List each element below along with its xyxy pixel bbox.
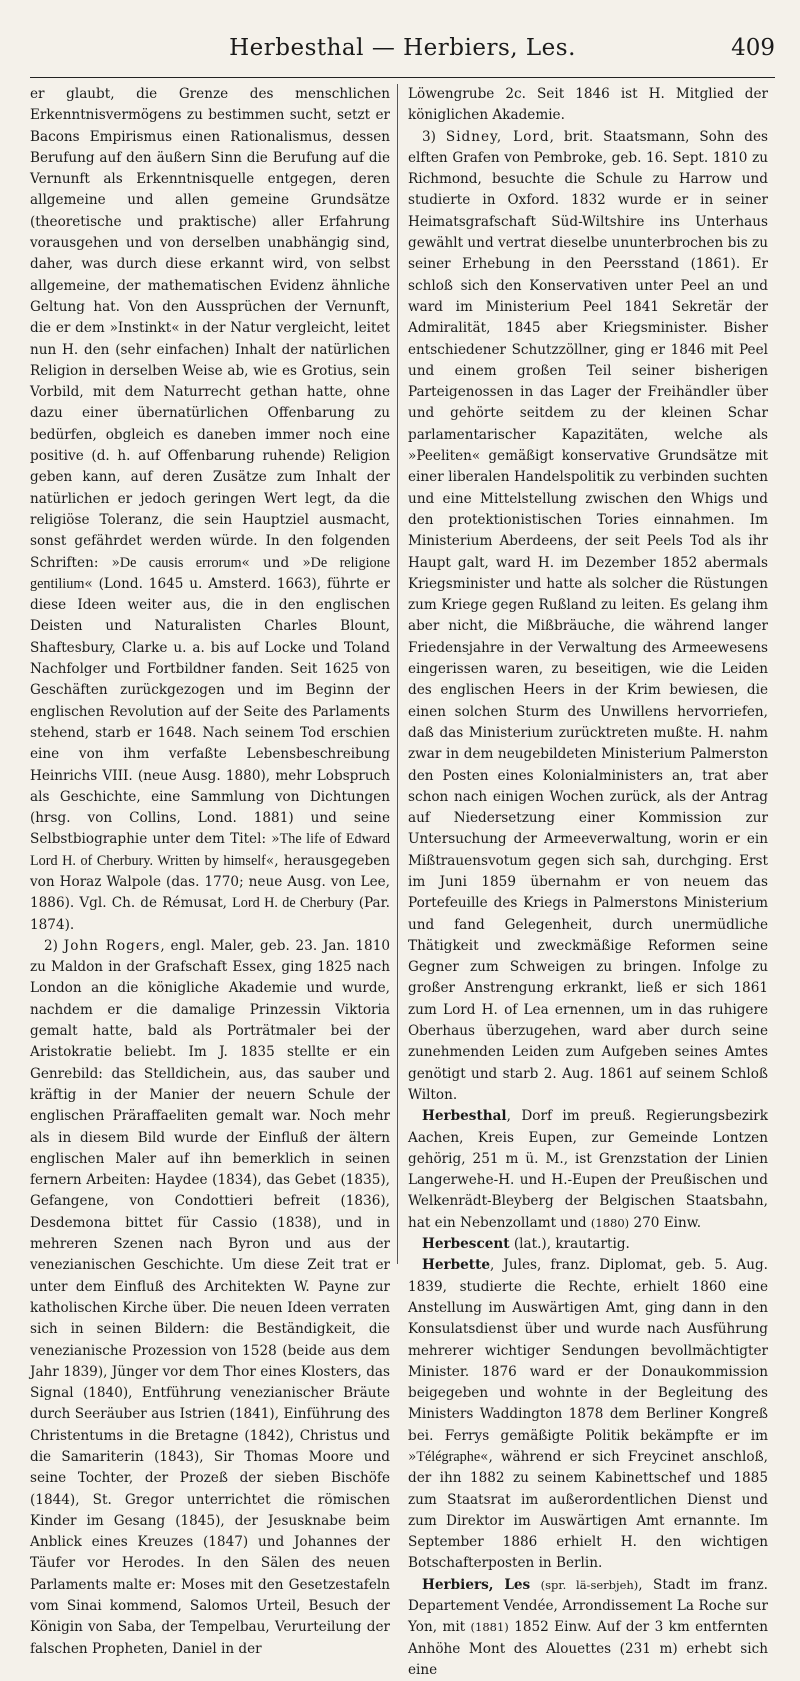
pronunciation: (spr. lä-serbjeh) [540, 1577, 639, 1592]
latin-title: De causis errorum [119, 554, 242, 571]
paragraph-herbert-3 [408, 127, 768, 1107]
text-run: , Jules, franz. Diplomat, geb. 5. Aug. 1839, studierte die Rechte, erhielt 1860 eine Anstellung im Auswärtigen Amt, ging dann in den Konsulatsdienst über und wurde nach Ausführung mehrerer wichtiger Sendungen bevollmächtigter Minister. 1876 ward er der Donaukommission beigegeben und wohnte in der Begleitung des Ministers Waddington 1878 dem Berliner Kongreß bei. Ferrys gemäßigte Politik bekämpfte er im » [408, 1257, 768, 1465]
headword: Herbette [422, 1257, 491, 1274]
paragraph-herbert-2-continued: Löwengrube 2c. Seit 1846 ist H. Mitglied der königlichen Akademie. [408, 86, 768, 124]
english-title: The life of Edward Lord H. of Cherbury. Written by himself [30, 831, 390, 869]
census-year: (1880) [590, 1215, 630, 1230]
page-number: 409 [731, 35, 775, 61]
headword: Herbesthal [422, 1108, 507, 1125]
running-head: Herbesthal — Herbiers, Les. [229, 35, 576, 61]
text-run: « und » [241, 554, 311, 571]
census-year: (1881) [470, 1620, 509, 1635]
text-run: (lat.), krautartig. [509, 1236, 630, 1253]
text-run: , engl. Maler, geb. 23. Jan. 1810 zu Maldon in der Grafschaft Essex, ging 1825 nach London an die königliche Akademie und wurde, nachdem er die damalige Prinzessin Viktoria gemalt hatte, bald als Porträtmaler bei der Aristokratie beliebt. Im J. 1835 stellte er ein Genrebild: das Stelldichein, aus, das sauber und kräftig in der Manier der neuern Schule der englischen Präraffaeliten gemalt war. Noch mehr als in diesem Bild wurde der Einfluß der ältern englischen Maler auf ihn bemerklich in seinen fernern Arbeiten: Haydee (1834), das Gebet (1835), Gefangene, von Condottieri befreit (1836), Desdemona bittet für Cassio (1838), und in mehreren Szenen nach Byron und aus der venezianischen Geschichte. Um diese Zeit trat er unter dem Einfluß des Architekten W. Payne zur katholischen Kirche über. Die neuen Ideen verraten sich in seinen Bildern: die Beständigkeit, die venezianische Prozession von 1528 (beide aus dem Jahr 1839), Jünger vor dem Thor eines Klosters, das Signal (1840), Entführung venezianischer Bräute durch Seeräuber aus Istrien (1841), Einführung des Christentums in die Bretagne (1842), Christus und die Samariterin (1843), Sir Thomas Moore und seine Tochter, der Prozeß der sieben Bischöfe (1844), St. Gregor unterrichtet die römischen Kinder im Gesang (1845), der Jesusknabe beim Anblick eines Kreuzes (1847) und Johannes der Täufer vor Herodes. In den Sälen des neuen Parlaments malte er: Moses mit den Gesetzestafeln vom Sinai kommend, Salomos Urteil, Besuch der Königin von Saba, der Tempelbau, Verurteilung der falschen Propheten, Daniel in der [30, 937, 391, 1657]
entry-herbesthal [408, 1106, 768, 1234]
entry-herbette [408, 1255, 768, 1574]
entry-herbiers [408, 1575, 768, 1681]
subentry-name: Sidney, Lord [445, 128, 550, 145]
paragraph-herbert-1-continued [30, 84, 390, 936]
header-rule [30, 77, 775, 78]
entry-number: 2) [44, 937, 64, 954]
text-run: «, herausgegeben von Horaz Walpole (das. 1770; neue Ausg. von Lee, 1886). Vgl. Ch. de Rémusat, [30, 852, 390, 912]
subentry-name: John Rogers [63, 937, 161, 954]
entry-number: 3) [422, 128, 446, 145]
page-header [30, 35, 775, 75]
text-run: 1852 Einw. Auf der 3 km entfernten Anhöhe Mont des Alouettes (231 m) erhebt sich eine [408, 1619, 768, 1678]
right-column [408, 84, 768, 1678]
text-run: (Par. 1874). [30, 895, 390, 933]
newspaper-title: Télégraphe [416, 1449, 481, 1465]
text-run: , Stadt im franz. Departement Vendée, Arrondissement La Roche sur Yon, mit [408, 1576, 768, 1636]
latin-title: De religione gentilium [30, 554, 390, 592]
headword: Herbescent [422, 1236, 510, 1253]
text-run: er glaubt, die Grenze des menschlichen Erkenntnisvermögens zu bestimmen sucht, setzt er Bacons Empirismus einen Rationalismus, dessen Berufung auf den äußern Sinn die Berufung auf die Vernunft als Erkenntnisquelle entgegen, deren allgemeine und allen gemeine Grundsätze (theoretische und praktische) aller Erfahrung vorausgehen und von derselben unabhängig sind, daher, was durch diese erkannt wird, von selbst allgemeine, der mathematischen Evidenz ähnliche Geltung hat. Von den Aussprüchen der Vernunft, die er dem »Instinkt« in der Natur vergleicht, leitet nun H. den (sehr einfachen) Inhalt der natürlichen Religion in derselben Weise ab, wie es Grotius, sein Vorbild, mit dem Naturrecht gethan hatte, ohne dazu einer übernatürlichen Offenbarung zu bedürfen, obgleich es daneben immer noch eine positive (d. h. auf Offenbarung ruhende) Religion geben kann, auf deren Zusätze zum Inhalt der natürlichen er jedoch geringen Wert legt, da die religiöse Toleranz, die sein Hauptziel ausmacht, sonst gefährdet werden würde. In den folgenden Schriften: » [30, 86, 390, 571]
text-run: 270 Einw. [629, 1214, 702, 1231]
paragraph-herbert-2 [30, 936, 390, 1660]
text-run: « (Lond. 1645 u. Amsterd. 1663), führte er diese Ideen weiter aus, die in den englischen Deisten und Naturalisten Charles Blount, Shaftesbury, Clarke u. a. bis auf Locke und Toland Nachfolger und Fortbildner fanden. Seit 1625 von Geschäften zurückgezogen und im Beginn der englischen Revolution auf der Seite des Parlaments stehend, starb er 1648. Nach seinem Tod erschien eine von ihm verfaßte Lebensbeschreibung Heinrichs VIII. (neue Ausg. 1880), mehr Lobspruch als Geschichte, eine Sammlung von Dichtungen (hrsg. von Collins, Lond. 1881) und seine Selbstbiographie unter dem Titel: » [30, 575, 390, 848]
text-run: , Dorf im preuß. Regierungsbezirk Aachen, Kreis Eupen, zur Gemeinde Lontzen gehörig, 251 m ü. M., ist Grenzstation der Linien Langerwehe-H. und H.-Eupen der Preußischen und Welkenrädt-Bleyberg der Belgischen Staatsbahn, hat ein Nebenzollamt und [408, 1108, 768, 1231]
text-run: , brit. Staatsmann, Sohn des elften Grafen von Pembroke, geb. 16. Sept. 1810 zu Richmond, besuchte die Schule zu Harrow und studierte in Oxford. 1832 wurde er in seiner Heimatsgrafschaft Süd-Wiltshire ins Unterhaus gewählt und vertrat dieselbe ununterbrochen bis zu seiner Erhebung in den Peersstand (1861). Er schloß sich den Konservativen unter Peel an und ward im Ministerium Peel 1841 Sekretär der Admiralität, 1845 aber Kriegsminister. Bisher entschiedener Schutzzöllner, ging er 1846 mit Peel und einem großen Teil seiner bisherigen Parteigenossen in das Lager der Freihändler über und gehörte seitdem zu der kleinen Schar parlamentarischer Kapazitäten, welche als »Peeliten« gemäßigt konservative Grundsätze mit einer liberalen Handelspolitik zu verbinden suchten und eine Mittelstellung zwischen den Whigs und den protektionistischen Tories einnahmen. Im Ministerium Aberdeens, der seit Peels Tod als ihr Haupt galt, ward H. im Dezember 1852 abermals Kriegsminister und hatte als solcher die Rüstungen zum Kriege gegen Rußland zu leiten. Es gelang ihm aber nicht, die Mißbräuche, die während langer Friedensjahre in der Verwaltung des Armeewesens eingerissen waren, zu beseitigen, wie die Leiden des englischen Heers in der Krim bewiesen, die einen solchen Sturm des Unwillens hervorriefen, daß das Ministerium zurücktreten mußte. H. nahm zwar in dem neugebildeten Ministerium Palmerston den Posten eines Kolonialministers an, trat aber schon nach einigen Wochen zurück, als der Antrag auf Niedersetzung einer Kommission zur Untersuchung der Armeeverwaltung, worin er ein Mißtrauensvotum gegen sich sah, durchging. Erst im Juni 1859 übernahm er von neuem das Portefeuille des Kriegs in Palmerstons Ministerium und fand Gelegenheit, durch unermüdliche Thätigkeit und zweckmäßige Reformen seine Gegner zum Schweigen zu bringen. Infolge zu großer Anstrengung erkrankt, ließ er sich 1861 zum Lord H. of Lea ernennen, um in das ruhigere Oberhaus überzugehen, ward aber durch seine zunehmenden Leiden zum Aufgeben seines Amtes genötigt und starb 2. Aug. 1861 auf seinem Schloß Wilton. [408, 128, 768, 1103]
left-column [30, 84, 391, 1657]
entry-herbescent [408, 1234, 768, 1255]
text-run [530, 1577, 540, 1593]
french-title: Lord H. de Cherbury [232, 895, 354, 912]
text-run: «, während er sich Freycinet anschloß, der ihn 1882 zu seinem Kabinettschef und 1885 zum Staatsrat im außerordentlichen Dienst und zum Direktor im Auswärtigen Amt ernannte. Im September 1886 erhielt H. den wichtigen Botschafterposten in Berlin. [408, 1449, 768, 1572]
column-divider [397, 84, 398, 1264]
headword: Herbiers, Les [422, 1576, 531, 1593]
